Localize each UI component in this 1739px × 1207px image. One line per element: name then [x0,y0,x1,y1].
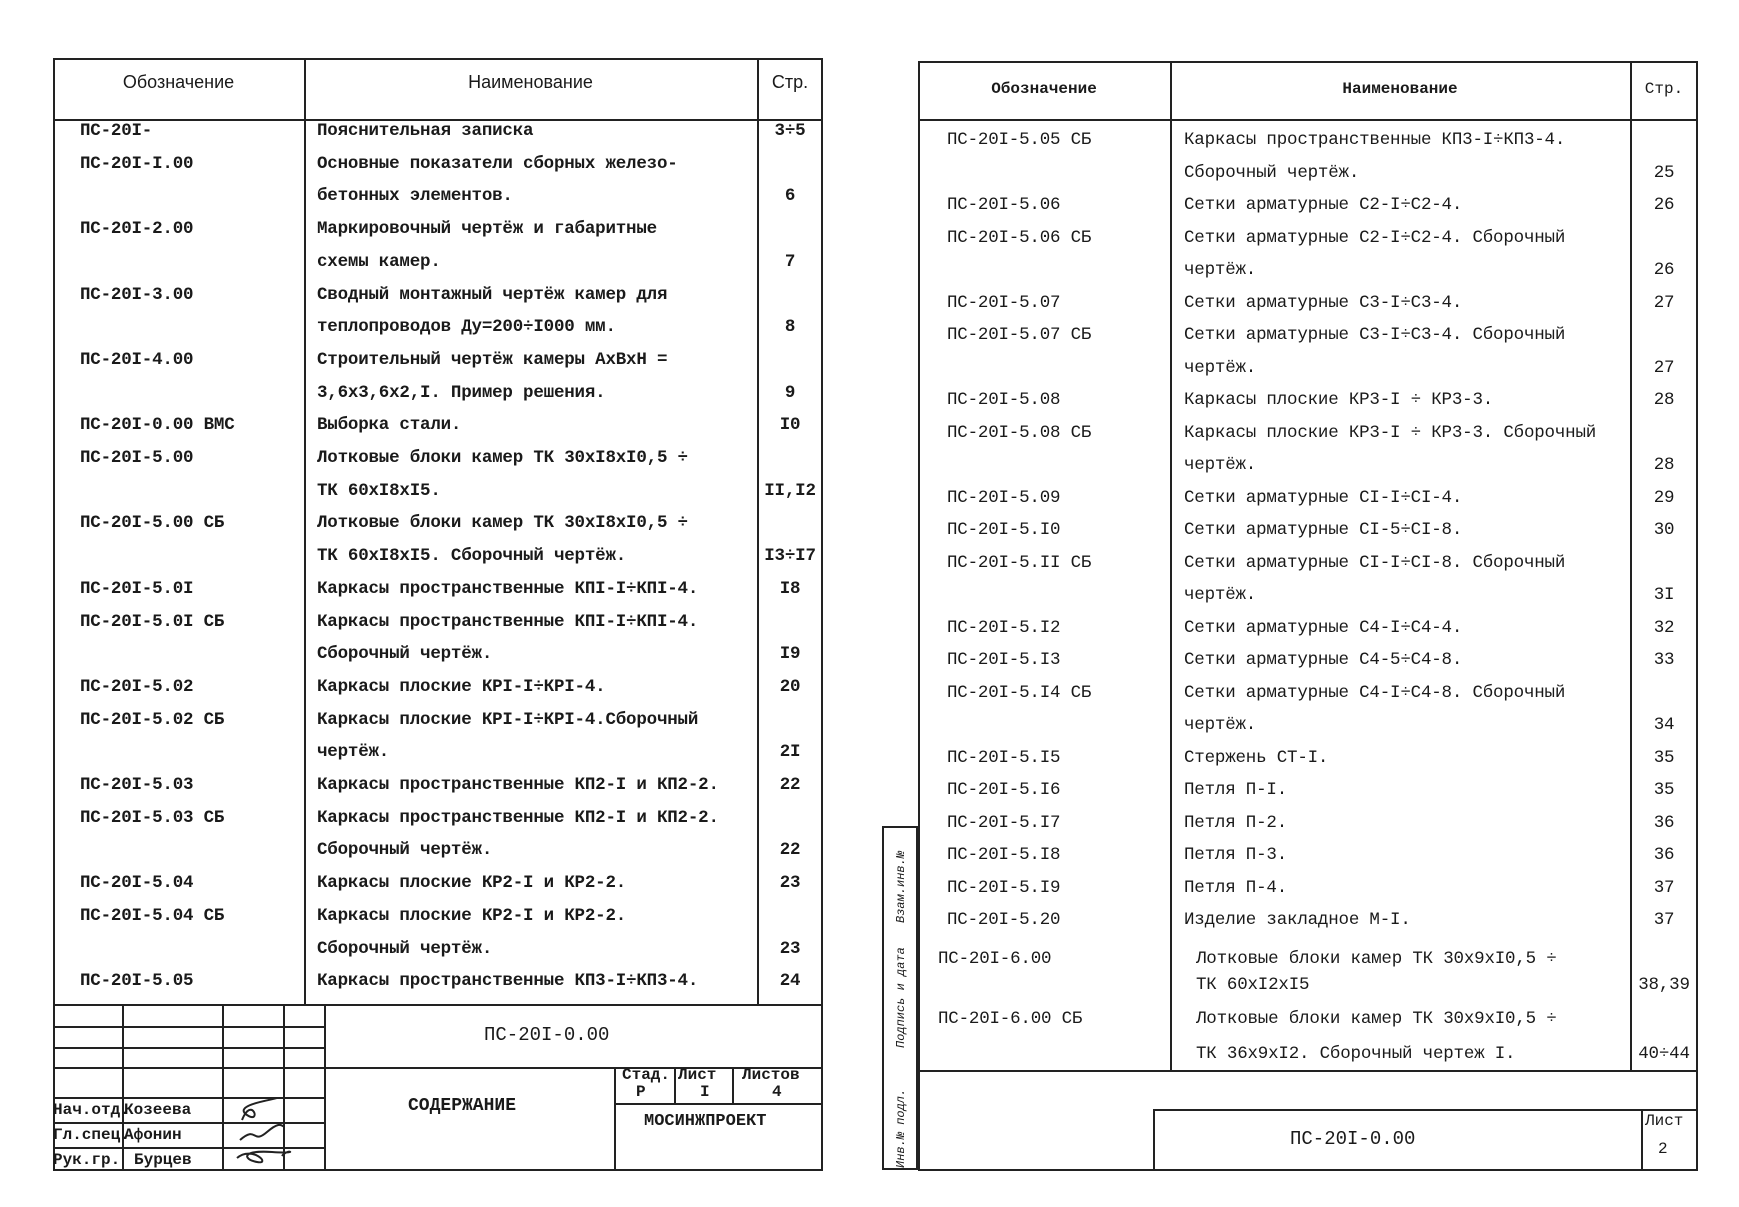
entry-code: ПС-20I-5.0I [80,578,194,599]
entry-title: Лотковые блоки камер ТК 30х9хI0,5 ÷ [1196,949,1557,969]
right-header-page: Стр. [1644,80,1684,98]
entry-title: Сетки арматурные СI-I÷СI-4. [1184,487,1463,508]
organization-name: МОСИНЖПРОЕКТ [644,1112,767,1131]
entry-title: чертёж. [1184,715,1257,735]
entry-title: Стержень СТ-I. [1184,747,1329,768]
entry-title: Маркировочный чертёж и габаритные [317,219,657,240]
entry-code: ПС-20I-2.00 [80,219,194,240]
entry-code: ПС-20I-5.03 СБ [80,807,225,828]
entry-page: 22 [779,775,801,795]
entry-page: 23 [779,873,801,894]
entry-title: Сетки арматурные С4-5÷С4-8. [1184,650,1463,670]
entry-page: 36 [1653,845,1675,865]
entry-code: ПС-20I-5.06 [947,195,1061,215]
entry-page: 28 [1653,390,1675,410]
entry-page: 26 [1653,195,1675,215]
entry-code: ПС-20I-5.05 [80,971,194,992]
entry-title: Строительный чертёж камеры АхВхН = [317,349,668,370]
entry-title: Петля П-2. [1184,812,1288,833]
entry-page: 25 [1653,162,1675,183]
entry-page: 27 [1653,357,1675,378]
tb-divider [674,1067,676,1103]
left-header-name: Наименование [468,72,593,92]
entry-code: ПС-20I-6.00 СБ [938,1009,1083,1029]
title-block-top [53,1004,823,1006]
right-title-block [918,1070,1698,1171]
entry-title: Каркасы плоские КР2-I и КР2-2. [317,905,627,926]
entry-code: ПС-20I- [80,121,153,141]
entry-code: ПС-20I-5.07 [947,292,1061,313]
entry-title: схемы камер. [317,251,441,272]
entry-page: I8 [779,578,801,599]
right-doc-code: ПС-20I-0.00 [1290,1128,1416,1150]
entry-page: 28 [1653,455,1675,475]
entry-code: ПС-20I-5.04 [80,873,194,894]
entry-page: 35 [1653,780,1675,800]
entry-page: 35 [1653,747,1675,768]
left-header-page: Стр. [771,72,809,92]
tb-divider [614,1103,823,1105]
entry-title: Каркасы плоские КРI-I÷КРI-4. [317,676,606,697]
entry-code: ПС-20I-5.02 [80,676,194,697]
entry-title: 3,6х3,6х2,I. Пример решения. [317,382,606,403]
entry-title: Сетки арматурные СI-5÷СI-8. [1184,520,1463,540]
entry-title: Лотковые блоки камер ТК 30х9хI0,5 ÷ [1196,1009,1557,1029]
entry-page: 26 [1653,260,1675,280]
entry-code: ПС-20I-5.I9 [947,877,1061,898]
stage-label: Стад. [622,1066,671,1084]
entry-title: ТК 36х9хI2. Сборочный чертеж I. [1196,1044,1516,1064]
entry-title: Выборка стали. [317,415,462,436]
tb-divider [53,1026,324,1028]
entry-code: ПС-20I-5.I7 [947,812,1061,833]
rtb-divider [1153,1109,1155,1171]
document-title: СОДЕРЖАНИЕ [408,1096,517,1116]
entry-page: 23 [779,938,801,959]
right-col-divider-1 [1170,61,1172,1071]
entry-title: Сетки арматурные С4-I÷С4-4. [1184,617,1463,638]
entry-code: ПС-20I-5.20 [947,910,1061,930]
entry-title: чертёж. [1184,585,1257,605]
entry-code: ПС-20I-5.0I СБ [80,611,225,632]
entry-page: 6 [784,186,796,207]
entry-code: ПС-20I-5.I3 [947,650,1061,670]
entry-title: Сборочный чертёж. [317,840,493,861]
entry-code: ПС-20I-5.03 [80,775,194,795]
signer-role: Гл.спец. [53,1126,130,1144]
entry-code: ПС-20I-I.00 [80,153,194,174]
entry-code: ПС-20I-5.I8 [947,845,1061,865]
entry-title: Каркасы пространственные КП3-I÷КП3-4. [317,971,699,992]
rtb-divider [1641,1109,1643,1171]
entry-title: ТК 60хI8хI5. Сборочный чертёж. [317,546,627,567]
entry-page: 2I [779,742,801,763]
entry-title: ТК 60хI8хI5. [317,480,441,501]
entry-title: Сборочный чертёж. [317,938,493,959]
entry-page: 22 [779,840,801,861]
entry-page: 37 [1653,877,1675,898]
entry-title: Сборочный чертёж. [317,644,493,665]
entry-code: ПС-20I-5.I5 [947,747,1061,768]
entry-title: Каркасы пространственные КП3-I÷КП3-4. [1184,130,1566,150]
entry-code: ПС-20I-5.06 СБ [947,227,1092,248]
entry-code: ПС-20I-5.I4 СБ [947,682,1092,703]
right-sheet-label: Лист [1645,1112,1684,1130]
entry-title: Сетки арматурные СI-I÷СI-8. Сборочный [1184,552,1566,573]
entry-title: Сетки арматурные С3-I÷С3-4. [1184,292,1463,313]
sheet-value: I [700,1083,710,1101]
tb-divider [122,1004,124,1171]
left-col-divider-1 [304,58,306,1004]
entry-code: ПС-20I-5.07 СБ [947,325,1092,345]
entry-page: 3÷5 [774,121,806,141]
entry-title: Каркасы пространственные КПI-I÷КПI-4. [317,611,699,632]
entry-code: ПС-20I-5.I6 [947,780,1061,800]
entry-title: Каркасы пространственные КП2-I и КП2-2. [317,775,719,795]
entry-code: ПС-20I-4.00 [80,349,194,370]
stage-value: Р [636,1083,646,1101]
sheet-label: Лист [678,1066,717,1084]
entry-title: Каркасы пространственные КПI-I÷КПI-4. [317,578,699,599]
entry-title: чертёж. [1184,260,1257,280]
side-stamp [882,826,918,1170]
left-header-code: Обозначение [122,72,235,92]
left-doc-code: ПС-20I-0.00 [484,1024,610,1046]
entry-title: Петля П-I. [1184,780,1288,800]
entry-title: Сетки арматурные С2-I÷С2-4. [1184,195,1463,215]
entry-title: Изделие закладное М-I. [1184,910,1411,930]
entry-page: 38,39 [1638,975,1690,995]
entry-code: ПС-20I-6.00 [938,949,1052,969]
entry-page: 30 [1653,520,1675,540]
entry-title: ТК 60хI2хI5 [1196,975,1310,995]
entry-code: ПС-20I-5.I0 [947,520,1061,540]
entry-title: Сводный монтажный чертёж камер для [317,284,668,305]
entry-page: 7 [784,251,796,272]
entry-title: Основные показатели сборных железо- [317,153,678,174]
entry-code: ПС-20I-5.00 СБ [80,513,225,534]
entry-title: Каркасы плоские КР3-I ÷ КР3-3. [1184,390,1494,410]
entry-code: ПС-20I-5.02 СБ [80,709,225,730]
entry-page: II,I2 [764,480,816,501]
entry-title: чертёж. [1184,357,1257,378]
entry-title: теплопроводов Ду=200÷I000 мм. [317,317,616,338]
stamp-label: Инв.№ подл. [894,1088,908,1168]
signer-name: Афонин [124,1126,182,1144]
signer-name: Козеева [124,1101,192,1119]
rtb-divider [1153,1109,1698,1111]
entry-page: 36 [1653,812,1675,833]
entry-title: Каркасы плоские КР2-I и КР2-2. [317,873,627,894]
entry-page: I9 [779,644,801,665]
stamp-label: Взам.инв.№ [894,850,908,923]
entry-page: 32 [1653,617,1675,638]
entry-code: ПС-20I-5.I2 [947,617,1061,638]
entry-page: I3÷I7 [764,546,816,567]
entry-page: 24 [779,971,801,992]
entry-page: 8 [784,317,796,338]
entry-title: Сборочный чертёж. [1184,162,1360,183]
entry-code: ПС-20I-5.05 СБ [947,130,1092,150]
right-header-name: Наименование [1342,80,1458,98]
entry-page: 33 [1653,650,1675,670]
tb-divider [614,1067,616,1171]
entry-code: ПС-20I-5.09 [947,487,1061,508]
entry-title: бетонных элементов. [317,186,513,207]
entry-title: Сетки арматурные С3-I÷С3-4. Сборочный [1184,325,1566,345]
entry-title: Петля П-3. [1184,845,1288,865]
signer-role: Нач.отд. [53,1101,130,1119]
entry-code: ПС-20I-5.00 [80,448,194,468]
entry-page: 29 [1653,487,1675,508]
entry-title: чертёж. [1184,455,1257,475]
entry-code: ПС-20I-5.04 СБ [80,905,225,926]
entry-page: 27 [1653,292,1675,313]
signer-role: Рук.гр. [53,1151,121,1169]
entry-title: Лотковые блоки камер ТК 30хI8хI0,5 ÷ [317,513,688,534]
entry-page: 20 [779,676,801,697]
entry-title: Сетки арматурные С2-I÷С2-4. Сборочный [1184,227,1566,248]
tb-divider [324,1004,326,1171]
stamp-label: Подпись и дата [894,947,908,1048]
entry-page: I0 [779,415,801,436]
handwritten-signatures [222,1090,292,1170]
signer-name: Бурцев [134,1151,192,1169]
entry-title: Лотковые блоки камер ТК 30хI8хI0,5 ÷ [317,448,688,468]
entry-page: 40÷44 [1638,1044,1690,1064]
tb-divider [53,1047,324,1049]
entry-title: Сетки арматурные С4-I÷С4-8. Сборочный [1184,682,1566,703]
entry-page: 34 [1653,715,1675,735]
entry-code: ПС-20I-3.00 [80,284,194,305]
entry-title: Пояснительная записка [317,121,534,141]
entry-title: Каркасы пространственные КП2-I и КП2-2. [317,807,719,828]
entry-page: 3I [1653,585,1675,605]
entry-page: 9 [784,382,796,403]
right-sheet-number: 2 [1658,1140,1668,1158]
right-header-divider [918,119,1698,121]
entry-title: Каркасы плоские КР3-I ÷ КР3-3. Сборочный [1184,422,1597,443]
entry-code: ПС-20I-5.08 [947,390,1061,410]
entry-code: ПС-20I-0.00 ВМС [80,415,235,436]
entry-code: ПС-20I-5.II СБ [947,552,1092,573]
right-header-code: Обозначение [991,80,1097,98]
entry-title: чертёж. [317,742,390,763]
entry-code: ПС-20I-5.08 СБ [947,422,1092,443]
sheets-label: Листов [742,1066,800,1084]
tb-divider [732,1067,734,1103]
entry-page: 37 [1653,910,1675,930]
entry-title: Каркасы плоские КРI-I÷КРI-4.Сборочный [317,709,699,730]
entry-title: Петля П-4. [1184,877,1288,898]
sheets-value: 4 [772,1083,782,1101]
